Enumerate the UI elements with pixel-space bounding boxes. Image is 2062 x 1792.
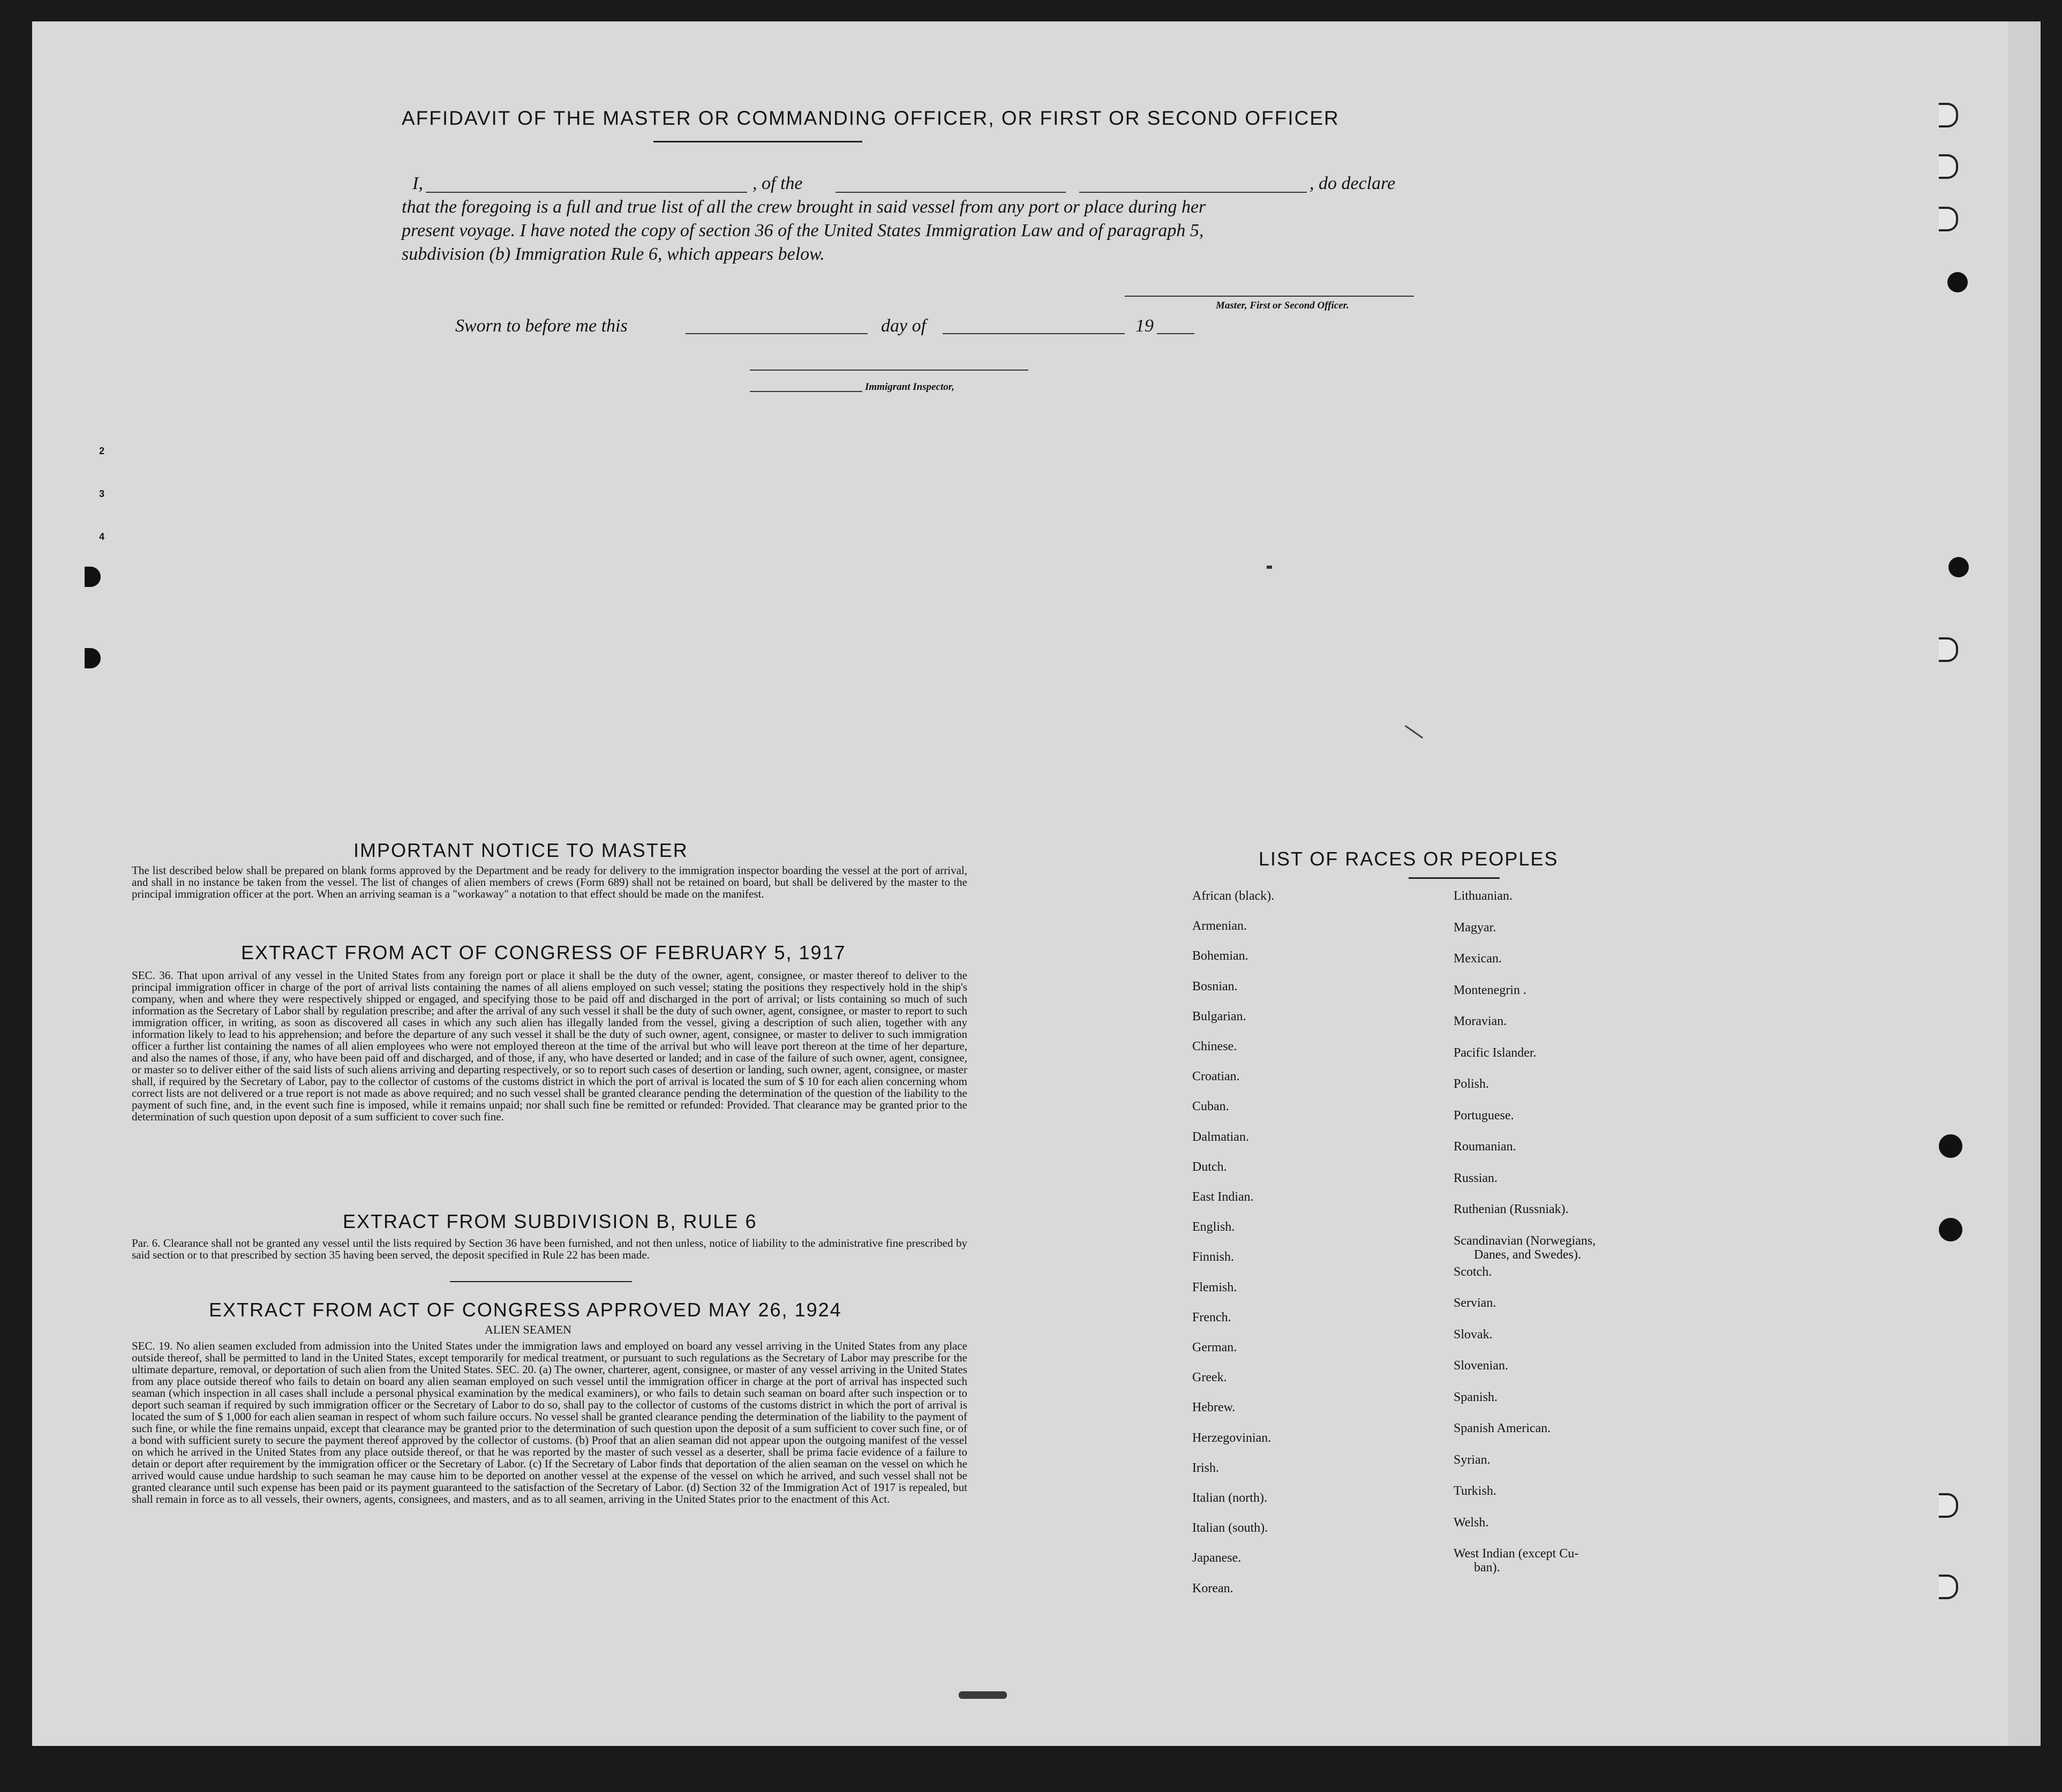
binder-hole-right-8 bbox=[1939, 1218, 1962, 1241]
extract3-title: EXTRACT FROM ACT OF CONGRESS APPROVED MAY 26, 1924 bbox=[209, 1299, 842, 1321]
race-item-right: Roumanian. bbox=[1454, 1140, 1516, 1154]
race-item-left: East Indian. bbox=[1192, 1190, 1254, 1204]
inspector-line-1 bbox=[750, 370, 1028, 371]
race-item-left: Chinese. bbox=[1192, 1040, 1237, 1053]
vessel-blank bbox=[836, 192, 1066, 193]
binder-hole-right-2 bbox=[1939, 154, 1958, 179]
race-item-left: Dutch. bbox=[1192, 1159, 1227, 1174]
affidavit-title-rule bbox=[653, 141, 862, 142]
binder-hole-right-7 bbox=[1939, 1134, 1962, 1158]
inspector-label: Immigrant Inspector, bbox=[865, 381, 954, 393]
race-item-left: German. bbox=[1192, 1341, 1237, 1354]
binder-hole-right-1 bbox=[1939, 103, 1958, 127]
ink-scratch bbox=[1405, 725, 1423, 739]
race-item-left: Flemish. bbox=[1192, 1280, 1237, 1294]
race-item-right: ban). bbox=[1474, 1561, 1500, 1575]
race-item-right: Russian. bbox=[1454, 1171, 1498, 1185]
binder-hole-left-1 bbox=[85, 567, 101, 587]
race-item-right: Magyar. bbox=[1454, 920, 1496, 935]
race-item-left: Cuban. bbox=[1192, 1100, 1229, 1114]
ink-speck bbox=[1267, 566, 1272, 569]
race-item-right: Lithuanian. bbox=[1454, 889, 1512, 903]
race-item-right: Spanish. bbox=[1454, 1390, 1498, 1404]
declaration-line3: present voyage. I have noted the copy of section 36 of the United States Immigration Law and of paragraph 5, bbox=[402, 221, 1204, 240]
binder-hole-right-6 bbox=[1939, 637, 1958, 662]
race-item-left: Korean. bbox=[1192, 1581, 1233, 1595]
race-item-right: Polish. bbox=[1454, 1077, 1489, 1091]
affidavit-title: AFFIDAVIT OF THE MASTER OR COMMANDING OFFICER, OR FIRST OR SECOND OFFICER bbox=[402, 107, 1339, 129]
race-item-left: Italian (north). bbox=[1192, 1491, 1267, 1505]
race-item-right: Spanish American. bbox=[1454, 1421, 1551, 1435]
binder-hole-left-2 bbox=[85, 648, 101, 668]
extract1-text: SEC. 36. That upon arrival of any vessel in the United States from any foreign port or place it shall be the duty of the owner, agent, consignee, or master thereof to deliver to the principal immigration officer in charge of the port of arrival lists containing the names of all aliens employed on such vessel; stating the positions they respectively hold in the ship's company, when and where they were respectively shipped or engaged, and specifying those to be paid off and discharged in the port of arrival; or lists containing so much of such information as the Secretary of Labor shall by regulation prescribe; and after the arrival of any such vessel it shall be the duty of such owner, agent, consignee, or master to report to such immigration officer, in writing, as soon as discovered all cases in which any such alien has illegally landed from the vessel, giving a description of such alien, together with any information likely to lead to his apprehension; and before the departure of any such vessel it shall be the duty of such owner, agent, consignee, or master to deliver to such immigration officer a further list containing the names of all alien employees who were not employed thereon at the time of the arrival but who will leave port thereon at the time of her departure, and also the names of those, if any, who have been paid off and discharged, and of those, if any, who have deserted or landed; and in case of the failure of such owner, agent, consignee, or master so to deliver either of the said lists of such aliens arriving and departing respectively, or so to report such cases of desertion or landing, such owner, agent, consignee, or master shall, if required by the Secretary of Labor, pay to the collector of customs of the customs district in which the port of arrival is located the sum of $ 10 for each alien concerning whom correct lists are not delivered or a true report is not made as above required; and no such vessel shall be granted clearance pending the determination of the question of the liability to the payment of such fine, and, in the event such fine is imposed, while it remains unpaid; nor shall such fine be remitted or refunded: Provided. That clearance may be granted prior to the determination of such question upon deposit of a sum sufficient to cover such fine. bbox=[132, 969, 967, 1123]
race-item-right: Servian. bbox=[1454, 1296, 1496, 1310]
race-item-left: Finnish. bbox=[1192, 1250, 1235, 1264]
declaration-line1-mid: , of the bbox=[752, 174, 803, 193]
race-item-right: Slovak. bbox=[1454, 1327, 1493, 1342]
extract1-title: EXTRACT FROM ACT OF CONGRESS OF FEBRUARY 5, 1917 bbox=[241, 942, 846, 963]
race-item-left: Bohemian. bbox=[1192, 949, 1248, 963]
race-item-right: Welsh. bbox=[1454, 1515, 1489, 1530]
race-item-left: Italian (south). bbox=[1192, 1521, 1268, 1535]
race-item-left: Greek. bbox=[1192, 1371, 1227, 1385]
race-item-left: Armenian. bbox=[1192, 919, 1247, 933]
signature-line bbox=[1125, 296, 1414, 297]
vessel-blank-2 bbox=[1079, 192, 1307, 193]
races-title: LIST OF RACES OR PEOPLES bbox=[1259, 848, 1559, 870]
race-item-right: Scandinavian (Norwegians, bbox=[1454, 1233, 1596, 1248]
race-item-right: Danes, and Swedes). bbox=[1474, 1247, 1581, 1262]
race-item-right: Ruthenian (Russniak). bbox=[1454, 1202, 1569, 1216]
race-item-right: West Indian (except Cu- bbox=[1454, 1547, 1579, 1561]
binder-hole-right-4 bbox=[1947, 272, 1968, 292]
bottom-mark bbox=[959, 1691, 1007, 1699]
sworn-day-blank bbox=[686, 333, 868, 334]
binder-hole-right-5 bbox=[1948, 557, 1969, 577]
race-item-right: Slovenian. bbox=[1454, 1359, 1508, 1373]
document-page bbox=[32, 21, 2008, 1746]
race-item-right: Turkish. bbox=[1454, 1484, 1496, 1498]
signature-label: Master, First or Second Officer. bbox=[1216, 300, 1349, 311]
race-item-left: Irish. bbox=[1192, 1460, 1219, 1475]
binder-hole-right-10 bbox=[1939, 1575, 1958, 1599]
extract2-rule bbox=[450, 1281, 632, 1282]
race-item-right: Moravian. bbox=[1454, 1014, 1507, 1028]
declaration-line4: subdivision (b) Immigration Rule 6, which appears below. bbox=[402, 244, 825, 264]
race-item-left: Dalmatian. bbox=[1192, 1130, 1249, 1144]
sworn-year: 19 bbox=[1135, 316, 1154, 336]
race-item-right: Portuguese. bbox=[1454, 1108, 1514, 1123]
race-item-right: Syrian. bbox=[1454, 1452, 1491, 1467]
race-item-right: Scotch. bbox=[1454, 1264, 1492, 1279]
sworn-year-blank bbox=[1157, 333, 1194, 334]
margin-number-2: 2 bbox=[99, 446, 105, 456]
inspector-line-2 bbox=[750, 391, 862, 392]
binder-hole-right-9 bbox=[1939, 1493, 1958, 1518]
race-item-left: Bosnian. bbox=[1192, 979, 1238, 993]
extract2-text: Par. 6. Clearance shall not be granted any vessel until the lists required by Section 36 have been furnished, and not then unless, notice of liability to the administrative fine prescribed by said section or to that prescribed by section 35 having been served, the deposit specified in Rule 22 has been made. bbox=[132, 1237, 967, 1261]
sworn-day-of: day of bbox=[881, 316, 927, 336]
race-item-right: Pacific Islander. bbox=[1454, 1045, 1537, 1060]
race-item-left: Bulgarian. bbox=[1192, 1009, 1246, 1023]
extract2-title: EXTRACT FROM SUBDIVISION B, RULE 6 bbox=[343, 1210, 757, 1232]
race-item-left: African (black). bbox=[1192, 889, 1275, 903]
race-item-left: English. bbox=[1192, 1220, 1235, 1234]
declaration-line2: that the foregoing is a full and true list of all the crew brought in said vessel from any port or place during her bbox=[402, 197, 1206, 217]
races-title-rule bbox=[1409, 877, 1500, 879]
race-item-left: Herzegovinian. bbox=[1192, 1430, 1271, 1445]
race-item-left: French. bbox=[1192, 1310, 1231, 1324]
binder-hole-right-3 bbox=[1939, 207, 1958, 231]
race-item-left: Japanese. bbox=[1192, 1551, 1241, 1565]
notice-text: The list described below shall be prepared on blank forms approved by the Department and be ready for delivery to the immigration inspector boarding the vessel at the port of arrival, and shall in no instance be taken from the vessel. The list of changes of alien members of crews (Form 689) shall not be retained on board, but shall be delivered by the master to the principal immigration officer at the port. When an arriving seaman is a "workaway" a notation to that effect should be made on the manifest. bbox=[132, 864, 967, 900]
notice-title: IMPORTANT NOTICE TO MASTER bbox=[353, 839, 688, 861]
race-item-right: Mexican. bbox=[1454, 952, 1502, 966]
margin-number-4: 4 bbox=[99, 531, 105, 542]
race-item-right: Montenegrin . bbox=[1454, 983, 1526, 997]
race-item-left: Hebrew. bbox=[1192, 1401, 1236, 1415]
extract3-text: SEC. 19. No alien seamen excluded from admission into the United States under the immigration laws and employed on board any vessel arriving in the United States from any place outside thereof, shall be permitted to land in the United States, except temporarily for medical treatment, or pursuant to such regulations as the Secretary of Labor may prescribe for the ultimate departure, removal, or deportation of such alien from the United States. SEC. 20. (a) The owner, charterer, agent, consignee, or master of any vessel arriving in the United States from any place outside thereof who fails to detain on board any alien seaman employed on such vessel until the immigration officer in charge at the port of arrival has inspected such seaman (which inspection in all cases shall include a personal physical examination by the medical examiners), or who fails to detain such seaman on board after such inspection or to deport such seaman if required by such immigration officer or the Secretary of Labor to do so, shall pay to the collector of customs of the customs district in which the port of arrival is located the sum of $ 1,000 for each alien seaman in respect of whom such failure occurs. No vessel shall be granted clearance pending the determination of the liability to the payment of such fine, or while the fine remains unpaid, except that clearance may be granted prior to the determination of such question upon the deposit of a sum sufficient to cover such fine, or of a bond with sufficient surety to secure the payment thereof approved by the collector of customs. (b) Proof that an alien seaman did not appear upon the outgoing manifest of the vessel on which he arrived in the United States from any place outside thereof, or that he was reported by the master of such vessel as a deserter, shall be prima facie evidence of a failure to detain or deport after requirement by the immigration officer or the Secretary of Labor. (c) If the Secretary of Labor finds that deportation of the alien seaman on the vessel on which he arrived would cause undue hardship to such seaman he may cause him to be deported on another vessel at the expense of the vessel on which he arrived, and such vessel shall not be granted clearance until such expense has been paid or its payment guaranteed to the satisfaction of the Secretary of Labor. (d) Section 32 of the Immigration Act of 1917 is repealed, but shall remain in force as to all vessels, their owners, agents, consignees, and masters, and as to all seamen, arriving in the United States prior to the enactment of this Act. bbox=[132, 1339, 967, 1505]
name-blank bbox=[426, 192, 747, 193]
declaration-line1-end: , do declare bbox=[1310, 174, 1396, 193]
race-item-left: Croatian. bbox=[1192, 1070, 1240, 1084]
extract3-subtitle: ALIEN SEAMEN bbox=[485, 1323, 571, 1336]
declaration-line1-start: I, bbox=[412, 174, 423, 193]
margin-number-3: 3 bbox=[99, 488, 105, 499]
sworn-text: Sworn to before me this bbox=[455, 316, 628, 336]
sworn-month-blank bbox=[943, 333, 1125, 334]
right-margin bbox=[2008, 21, 2041, 1746]
